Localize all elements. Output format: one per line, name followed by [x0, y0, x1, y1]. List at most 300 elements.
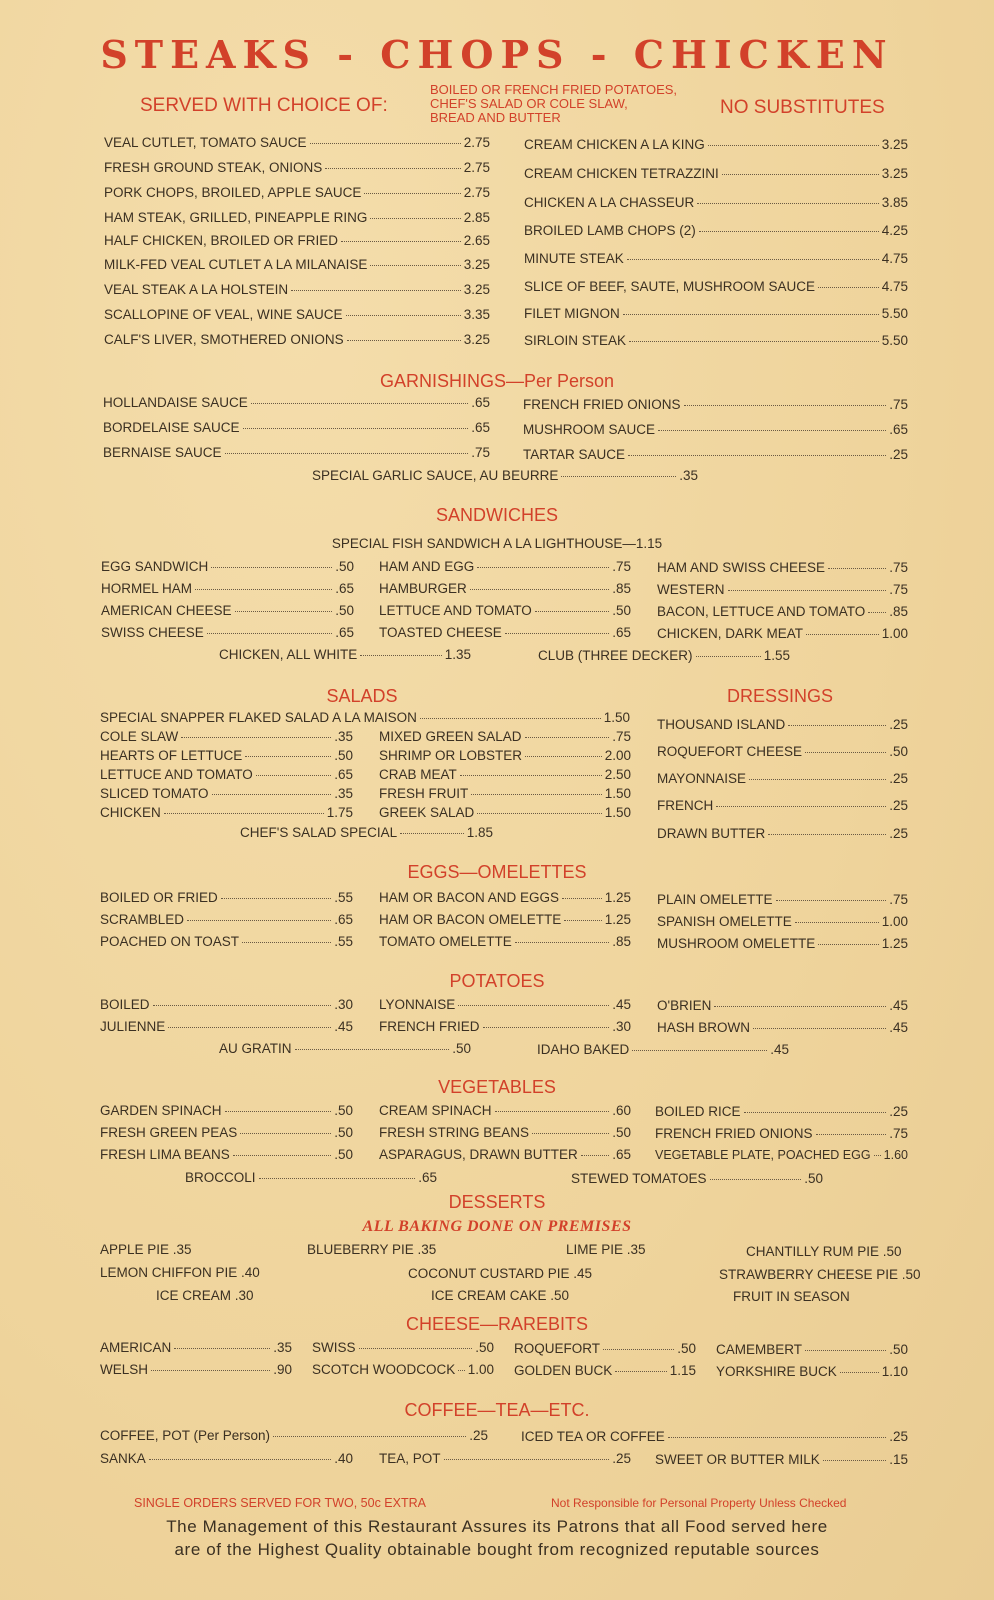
item-name: SPECIAL GARLIC SAUCE, AU BEURRE	[312, 468, 559, 483]
item-price: 3.25	[463, 332, 490, 347]
item-name: VEAL STEAK A LA HOLSTEIN	[104, 282, 289, 297]
leader-dots	[515, 942, 609, 943]
leader-dots	[420, 718, 601, 719]
item-name: LETTUCE AND TOMATO	[379, 603, 532, 618]
item-price: 1.50	[604, 805, 631, 820]
item-price: .45	[612, 997, 631, 1012]
item-price: 2.65	[463, 233, 490, 248]
menu-item	[104, 135, 490, 150]
assurance-line: are of the Highest Quality obtainable bought from recognized reputable sources	[174, 1540, 820, 1559]
item-name: GREEK SALAD	[379, 805, 475, 820]
item-name: ASPARAGUS, DRAWN BUTTER	[379, 1147, 578, 1162]
menu-item	[101, 603, 354, 618]
item-name: SPANISH OMELETTE	[657, 914, 792, 929]
menu-item	[657, 582, 908, 597]
leader-dots	[359, 1348, 473, 1349]
menu-item	[379, 748, 631, 763]
item-price: .50	[334, 1147, 353, 1162]
choice-line: BOILED OR FRENCH FRIED POTATOES,	[430, 82, 678, 97]
item-name: POACHED ON TOAST	[100, 934, 240, 949]
item-price: .65	[612, 1147, 631, 1162]
item-price: .65	[334, 767, 353, 782]
item-name: BOILED	[100, 997, 150, 1012]
leader-dots	[325, 168, 460, 169]
menu-item	[379, 1103, 631, 1118]
menu-item	[100, 786, 353, 801]
quality-assurance-statement	[0, 1515, 994, 1561]
item-name: FILET MIGNON	[524, 306, 620, 321]
leader-dots	[805, 752, 886, 753]
leader-dots	[828, 568, 886, 569]
item-price: .30	[334, 997, 353, 1012]
item-price: 1.00	[881, 914, 908, 929]
item-name: FRESH FRUIT	[379, 786, 469, 801]
dessert-item: COCONUT CUSTARD PIE .45	[408, 1266, 593, 1281]
leader-dots	[211, 567, 332, 568]
item-price: 2.75	[463, 185, 490, 200]
item-price: .75	[889, 1126, 908, 1141]
leader-dots	[259, 1178, 416, 1179]
leader-dots	[458, 1370, 464, 1371]
leader-dots	[225, 1111, 332, 1112]
menu-item	[657, 717, 908, 732]
item-name: FRENCH FRIED ONIONS	[523, 397, 681, 412]
item-name: BOILED OR FRIED	[100, 890, 218, 905]
menu-item	[657, 771, 908, 786]
leader-dots	[195, 589, 332, 590]
leader-dots	[360, 655, 441, 656]
menu-item	[312, 1362, 494, 1377]
item-price: .65	[889, 422, 908, 437]
menu-item	[524, 279, 908, 294]
menu-item	[379, 934, 631, 949]
item-price: .85	[612, 581, 631, 596]
item-name: IDAHO BAKED	[537, 1042, 630, 1057]
menu-item	[100, 912, 353, 927]
item-name: HALF CHICKEN, BROILED OR FRIED	[104, 233, 339, 248]
item-price: .75	[612, 729, 631, 744]
menu-item	[100, 1451, 353, 1466]
item-price: 3.25	[881, 166, 908, 181]
menu-item	[100, 805, 353, 820]
item-name: MILK-FED VEAL CUTLET A LA MILANAISE	[104, 257, 368, 272]
item-price: .40	[334, 1451, 353, 1466]
menu-item	[103, 445, 490, 460]
item-name: CREAM SPINACH	[379, 1103, 492, 1118]
item-name: CREAM CHICKEN A LA KING	[524, 137, 705, 152]
item-price: .50	[677, 1341, 696, 1356]
item-name: SLICE OF BEEF, SAUTE, MUSHROOM SAUCE	[524, 279, 816, 294]
menu-item	[104, 307, 490, 322]
leader-dots	[806, 634, 879, 635]
leader-dots	[753, 1028, 886, 1029]
leader-dots	[684, 405, 887, 406]
leader-dots	[187, 920, 331, 921]
item-name: TOMATO OMELETTE	[379, 934, 512, 949]
menu-item	[657, 744, 908, 759]
leader-dots	[710, 1179, 802, 1180]
menu-item	[100, 729, 353, 744]
item-price: .50	[804, 1171, 823, 1186]
item-price: .25	[889, 717, 908, 732]
item-price: .50	[889, 1342, 908, 1357]
item-name: HAMBURGER	[379, 581, 467, 596]
menu-item	[537, 1042, 789, 1057]
item-price: .15	[889, 1452, 908, 1467]
section-title-cheese: CHEESE—RAREBITS	[405, 1314, 589, 1334]
menu-item	[379, 805, 631, 820]
item-price: 3.25	[463, 257, 490, 272]
item-name: GOLDEN BUCK	[514, 1363, 613, 1378]
leader-dots	[168, 1027, 331, 1028]
leader-dots	[525, 737, 610, 738]
menu-item	[524, 195, 908, 210]
leader-dots	[788, 725, 886, 726]
menu-item	[524, 137, 908, 152]
item-name: GARDEN SPINACH	[100, 1103, 222, 1118]
menu-item	[379, 1019, 631, 1034]
item-price: 2.00	[604, 748, 631, 763]
item-price: 1.55	[763, 648, 790, 663]
section-title-potatoes: POTATOES	[449, 971, 545, 991]
item-name: WELSH	[100, 1362, 149, 1377]
item-name: FRESH GROUND STEAK, ONIONS	[104, 160, 323, 175]
item-price: .50	[334, 748, 353, 763]
item-price: .25	[889, 1429, 908, 1444]
item-price: 1.25	[604, 912, 631, 927]
item-name: MUSHROOM OMELETTE	[657, 936, 816, 951]
menu-item	[219, 647, 471, 662]
menu-item	[104, 257, 490, 272]
menu-item	[101, 581, 354, 596]
menu-item	[657, 626, 908, 641]
menu-item	[379, 603, 631, 618]
section-title-garnishings: GARNISHINGS—Per Person	[379, 371, 615, 391]
leader-dots	[658, 430, 886, 431]
item-name: SCOTCH WOODCOCK	[312, 1362, 456, 1377]
item-price: 1.00	[881, 626, 908, 641]
menu-item	[101, 625, 354, 640]
menu-item	[514, 1341, 696, 1356]
leader-dots	[627, 259, 879, 260]
item-name: ICED TEA OR COFFEE	[521, 1429, 665, 1444]
leader-dots	[370, 218, 460, 219]
leader-dots	[818, 944, 878, 945]
item-price: .25	[889, 1104, 908, 1119]
menu-item	[379, 729, 631, 744]
menu-item	[100, 1125, 353, 1140]
leader-dots	[629, 341, 879, 342]
item-name: BROCCOLI	[185, 1170, 256, 1185]
menu-item	[657, 998, 908, 1013]
item-price: 3.25	[881, 137, 908, 152]
item-name: FRESH GREEN PEAS	[100, 1125, 238, 1140]
leader-dots	[221, 898, 331, 899]
menu-item	[524, 223, 908, 238]
item-name: HAM STEAK, GRILLED, PINEAPPLE RING	[104, 210, 368, 225]
leader-dots	[697, 203, 878, 204]
menu-item	[538, 648, 790, 663]
item-name: CAMEMBERT	[716, 1342, 803, 1357]
leader-dots	[243, 428, 469, 429]
item-price: .75	[612, 559, 631, 574]
item-name: CHICKEN A LA CHASSEUR	[524, 195, 695, 210]
item-name: SWISS	[312, 1340, 356, 1355]
leader-dots	[623, 314, 879, 315]
menu-item	[100, 890, 353, 905]
item-price: .65	[335, 581, 354, 596]
leader-dots	[722, 174, 879, 175]
item-price: .65	[334, 912, 353, 927]
leader-dots	[632, 1050, 767, 1051]
menu-item	[240, 825, 493, 840]
menu-item	[523, 447, 908, 462]
item-price: .50	[452, 1041, 471, 1056]
menu-item	[379, 997, 631, 1012]
item-price: .75	[889, 397, 908, 412]
item-name: LETTUCE AND TOMATO	[100, 767, 253, 782]
menu-item	[104, 185, 490, 200]
item-name: SWISS CHEESE	[101, 625, 204, 640]
item-price: .35	[334, 786, 353, 801]
leader-dots	[477, 567, 609, 568]
item-price: 2.85	[463, 210, 490, 225]
item-price: .25	[889, 771, 908, 786]
item-price: 1.25	[604, 890, 631, 905]
leader-dots	[840, 1372, 879, 1373]
menu-item	[657, 936, 908, 951]
item-price: 3.85	[881, 195, 908, 210]
choice-line: BREAD AND BUTTER	[430, 110, 561, 125]
menu-item	[104, 210, 490, 225]
leader-dots	[235, 611, 333, 612]
menu-item	[219, 1041, 471, 1056]
item-name: EGG SANDWICH	[101, 559, 209, 574]
item-name: CLUB (THREE DECKER)	[538, 648, 693, 663]
leader-dots	[535, 611, 609, 612]
item-price: .50	[335, 559, 354, 574]
item-price: 1.60	[883, 1148, 908, 1162]
item-price: .55	[334, 934, 353, 949]
menu-item	[716, 1364, 908, 1379]
menu-item	[379, 912, 631, 927]
menu-item	[524, 166, 908, 181]
menu-item-special	[100, 710, 630, 725]
menu-item	[100, 1428, 488, 1443]
item-name: SANKA	[100, 1451, 146, 1466]
leader-dots	[615, 1371, 666, 1372]
leader-dots	[207, 633, 332, 634]
menu-item	[103, 420, 490, 435]
item-price: .30	[612, 1019, 631, 1034]
leader-dots	[364, 193, 460, 194]
no-substitutes-label: NO SUBSTITUTES	[720, 97, 885, 118]
dessert-item: ICE CREAM .30	[156, 1288, 254, 1303]
item-price: .65	[471, 395, 490, 410]
dessert-item: APPLE PIE .35	[100, 1242, 192, 1257]
item-price: 1.35	[444, 647, 471, 662]
dessert-item: STRAWBERRY CHEESE PIE .50	[719, 1267, 921, 1282]
leader-dots	[581, 1155, 609, 1156]
item-price: .50	[334, 1125, 353, 1140]
menu-item	[101, 559, 354, 574]
item-price: .45	[889, 1020, 908, 1035]
item-name: AMERICAN CHEESE	[101, 603, 232, 618]
item-price: .45	[770, 1042, 789, 1057]
item-name: JULIENNE	[100, 1019, 166, 1034]
menu-item	[523, 422, 908, 437]
leader-dots	[603, 1349, 674, 1350]
item-price: .75	[889, 560, 908, 575]
item-name: TARTAR SAUCE	[523, 447, 626, 462]
item-name: MINUTE STEAK	[524, 251, 624, 266]
item-name: CHICKEN, ALL WHITE	[219, 647, 358, 662]
menu-item	[379, 559, 631, 574]
menu-item	[657, 604, 908, 619]
leader-dots	[477, 813, 601, 814]
item-price: .65	[418, 1170, 437, 1185]
item-price: .50	[889, 744, 908, 759]
leader-dots	[149, 1459, 331, 1460]
leader-dots	[728, 590, 887, 591]
leader-dots	[818, 287, 879, 288]
menu-item	[655, 1126, 908, 1141]
item-price: .45	[334, 1019, 353, 1034]
menu-item	[657, 560, 908, 575]
item-name: WESTERN	[657, 582, 725, 597]
item-price: .45	[889, 998, 908, 1013]
menu-item	[312, 1340, 494, 1355]
single-orders-note: SINGLE ORDERS SERVED FOR TWO, 50c EXTRA	[134, 1496, 426, 1510]
item-name: HORMEL HAM	[101, 581, 193, 596]
menu-item	[657, 1020, 908, 1035]
dessert-item: FRUIT IN SEASON	[733, 1289, 850, 1304]
menu-item	[379, 1147, 631, 1162]
leader-dots	[242, 942, 331, 943]
item-price: .65	[335, 625, 354, 640]
menu-item	[657, 826, 908, 841]
section-title-dressings: DRESSINGS	[726, 686, 834, 706]
leader-dots	[874, 1155, 881, 1156]
item-price: 2.50	[604, 767, 631, 782]
menu-item	[100, 1147, 353, 1162]
menu-item	[655, 1104, 908, 1119]
item-name: LYONNAISE	[379, 997, 456, 1012]
item-name: PLAIN OMELETTE	[657, 892, 773, 907]
section-title-salads: SALADS	[326, 686, 398, 706]
leader-dots	[151, 1370, 270, 1371]
menu-item	[657, 892, 908, 907]
leader-dots	[776, 900, 887, 901]
leader-dots	[470, 589, 609, 590]
item-price: 1.50	[604, 786, 631, 801]
menu-item	[657, 798, 908, 813]
menu-item	[100, 1362, 292, 1377]
item-price: .90	[273, 1362, 292, 1377]
leader-dots	[310, 143, 461, 144]
leader-dots	[458, 1005, 609, 1006]
item-name: SCALLOPINE OF VEAL, WINE SAUCE	[104, 307, 343, 322]
leader-dots	[768, 834, 886, 835]
item-price: 3.35	[463, 307, 490, 322]
leader-dots	[714, 1006, 886, 1007]
section-title-desserts: DESSERTS	[448, 1192, 546, 1212]
item-price: .50	[612, 1125, 631, 1140]
item-name: FRENCH	[657, 798, 714, 813]
leader-dots	[460, 775, 602, 776]
item-price: .25	[889, 798, 908, 813]
item-name: VEAL CUTLET, TOMATO SAUCE	[104, 135, 307, 150]
item-name: MAYONNAISE	[657, 771, 747, 786]
leader-dots	[471, 794, 601, 795]
leader-dots	[708, 145, 879, 146]
item-name: COLE SLAW	[100, 729, 179, 744]
item-price: .35	[334, 729, 353, 744]
item-name: FRENCH FRIED	[379, 1019, 480, 1034]
leader-dots	[400, 833, 464, 834]
item-name: FRESH STRING BEANS	[379, 1125, 530, 1140]
item-price: 1.85	[466, 825, 493, 840]
leader-dots	[805, 1350, 886, 1351]
menu-item	[100, 1103, 353, 1118]
leader-dots	[273, 1436, 466, 1437]
leader-dots	[256, 775, 331, 776]
leader-dots	[668, 1437, 886, 1438]
section-title-eggs: EGGS—OMELETTES	[407, 862, 587, 882]
leader-dots	[699, 231, 879, 232]
menu-item	[379, 767, 631, 782]
menu-item	[100, 997, 353, 1012]
leader-dots	[562, 898, 602, 899]
item-price: 1.50	[603, 710, 630, 725]
item-name: THOUSAND ISLAND	[657, 717, 786, 732]
menu-item-special	[312, 468, 698, 483]
choice-line: CHEF'S SALAD OR COLE SLAW,	[430, 96, 628, 111]
item-name: FRESH LIMA BEANS	[100, 1147, 230, 1162]
menu-item	[379, 1451, 631, 1466]
menu-item	[524, 333, 908, 348]
leader-dots	[295, 1049, 450, 1050]
item-price: .65	[612, 625, 631, 640]
leader-dots	[153, 1005, 332, 1006]
item-name: SWEET OR BUTTER MILK	[655, 1452, 820, 1467]
menu-item	[104, 332, 490, 347]
item-price: 3.25	[463, 282, 490, 297]
item-name: HAM OR BACON OMELETTE	[379, 912, 562, 927]
item-price: .35	[273, 1340, 292, 1355]
leader-dots	[245, 756, 331, 757]
item-price: 1.75	[326, 805, 353, 820]
leader-dots	[868, 612, 886, 613]
leader-dots	[716, 806, 886, 807]
menu-item	[716, 1342, 908, 1357]
item-price: .25	[889, 447, 908, 462]
item-name: DRAWN BUTTER	[657, 826, 766, 841]
leader-dots	[532, 1133, 609, 1134]
menu-item	[185, 1170, 437, 1185]
item-name: MUSHROOM SAUCE	[523, 422, 656, 437]
menu-item	[104, 282, 490, 297]
item-name: AU GRATIN	[219, 1041, 292, 1056]
item-price: 2.75	[463, 135, 490, 150]
menu-item	[523, 397, 908, 412]
leader-dots	[164, 813, 324, 814]
menu-item	[571, 1171, 823, 1186]
item-name: YORKSHIRE BUCK	[716, 1364, 837, 1379]
item-price: .55	[334, 890, 353, 905]
item-name: HOLLANDAISE SAUCE	[103, 395, 248, 410]
item-price: .85	[612, 934, 631, 949]
